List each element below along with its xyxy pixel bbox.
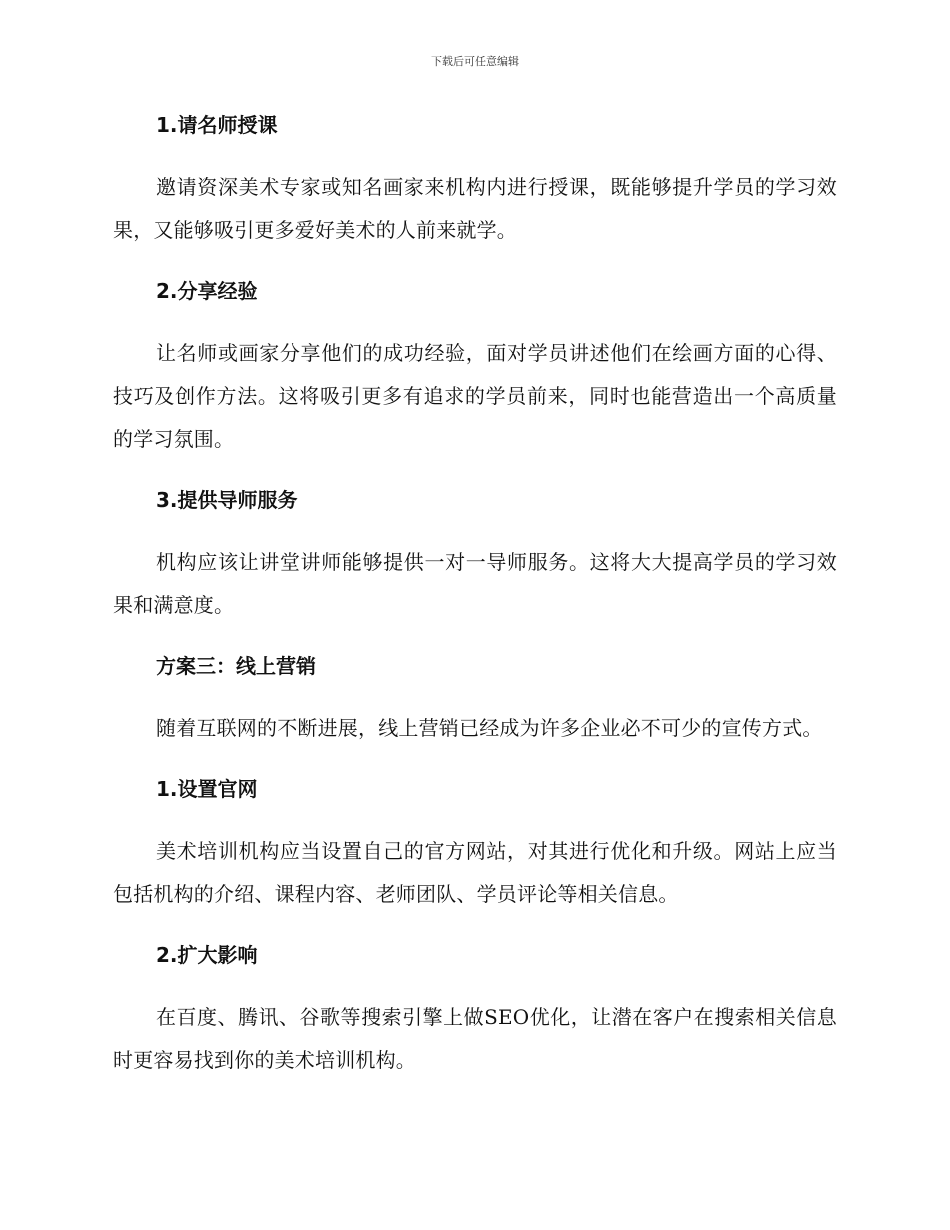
- section-heading: 2.扩大影响: [156, 943, 258, 967]
- section-online-marketing: [113, 649, 837, 750]
- section-heading: 方案三：线上营销: [156, 654, 316, 678]
- section-paragraph: 邀请资深美术专家或知名画家来机构内进行授课，既能够提升学员的学习效果，又能够吸引更多爱好美术的人前来就学。: [113, 175, 837, 242]
- section-expand-influence: [113, 938, 837, 1082]
- section-heading: 3.提供导师服务: [156, 488, 298, 512]
- section-paragraph: 在百度、腾讯、谷歌等搜索引擎上做SEO优化，让潜在客户在搜索相关信息时更容易找到你的美术培训机构。: [113, 1005, 837, 1072]
- section-paragraph: 美术培训机构应当设置自己的官方网站，对其进行优化和升级。网站上应当包括机构的介绍、课程内容、老师团队、学员评论等相关信息。: [113, 839, 837, 906]
- section-official-website: [113, 772, 837, 916]
- section-paragraph: 随着互联网的不断进展，线上营销已经成为许多企业必不可少的宣传方式。: [156, 716, 823, 740]
- section-heading: 2.分享经验: [156, 279, 258, 303]
- section-mentor-service: [113, 483, 837, 627]
- section-share-experience: [113, 274, 837, 461]
- header-note: 下载后可任意编辑: [431, 55, 519, 68]
- section-invite-teachers: [113, 108, 837, 252]
- section-heading: 1.设置官网: [156, 777, 258, 801]
- section-paragraph: 机构应该让讲堂讲师能够提供一对一导师服务。这将大大提高学员的学习效果和满意度。: [113, 550, 837, 617]
- section-heading: 1.请名师授课: [156, 113, 278, 137]
- section-paragraph: 让名师或画家分享他们的成功经验，面对学员讲述他们在绘画方面的心得、技巧及创作方法。这将吸引更多有追求的学员前来，同时也能营造出一个高质量的学习氛围。: [113, 341, 837, 451]
- document-body: [113, 108, 837, 1104]
